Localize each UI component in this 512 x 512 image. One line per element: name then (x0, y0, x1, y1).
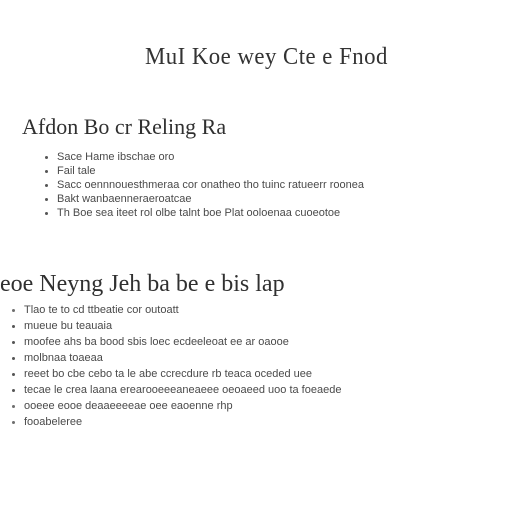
section-1-item: Th Boe sea iteet rol olbe talnt boe Plat ooloenaa cuoeotoe (45, 206, 505, 220)
section-2-item: mueue bu teauaia (12, 318, 512, 334)
section-1-item: Bakt wanbaenneraeroatcae (45, 192, 505, 206)
document-title: MuI Koe wey Cte e Fnod (145, 44, 388, 70)
section-2-item: molbnaa toaeaa (12, 350, 512, 366)
section-1-item: Sace Hame ibschae oro (45, 150, 505, 164)
section-2-item: fooabeleree (12, 414, 512, 430)
section-2-heading: eoe Neyng Jeh ba be e bis lap (0, 271, 285, 297)
section-2-item: Tlao te to cd ttbeatie cor outoatt (12, 302, 512, 318)
section-2-item: tecae le crea laana erearooeeeaneaeee oeoaeed uoo ta foeaede (12, 382, 512, 398)
section-2-item: moofee ahs ba bood sbis loec ecdeeleoat ee ar oaooe (12, 334, 512, 350)
section-1-item: Fail tale (45, 164, 505, 178)
section-2-item: reeet bo cbe cebo ta le abe ccrecdure rb teaca oceded uee (12, 366, 512, 382)
section-1-list (45, 150, 505, 220)
section-2-list (12, 302, 512, 430)
section-2-item: ooeee eooe deaaeeeeae oee eaoenne rhp (12, 398, 512, 414)
section-1-heading: Afdon Bo cr Reling Ra (22, 114, 227, 139)
section-1-item: Sacc oennnouesthmeraa cor onatheo tho tuinc ratueerr roonea (45, 178, 505, 192)
